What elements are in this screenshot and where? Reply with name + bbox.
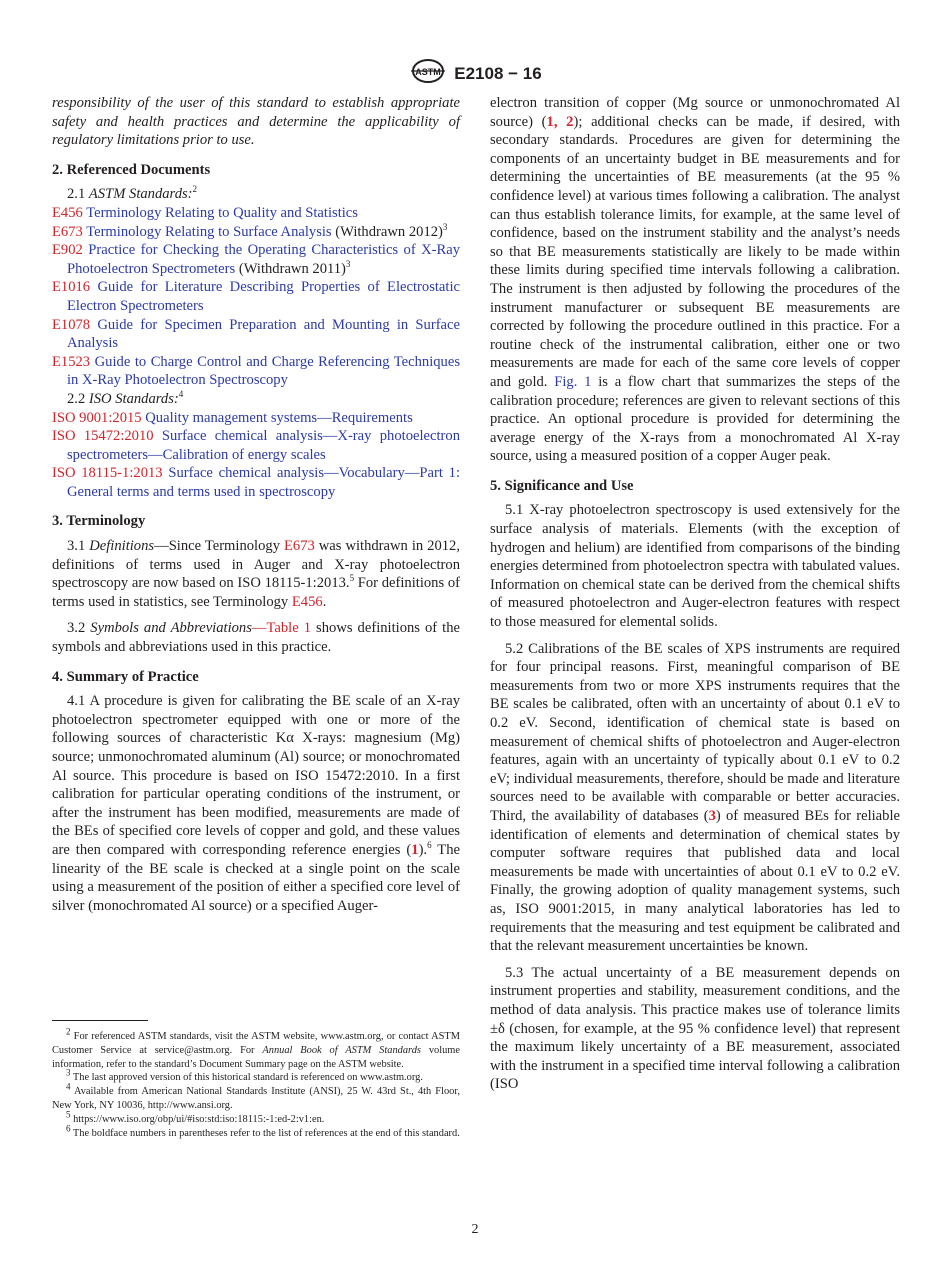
astm-reference-item: E673 Terminology Relating to Surface Analysis (Withdrawn 2012)$^3$ [52, 221, 448, 240]
svg-text:ASTM: ASTM [415, 67, 442, 77]
ref-link-1[interactable]: 1 [411, 841, 419, 858]
paragraph-5-1: 5.1 X-ray photoelectron spectroscopy is used extensively for the surface analysis of materials. Elements (with the exception of hydrogen and helium) are identified from comparisons of the binding energies determined from photoelectron spectra with tabulated values. Information on chemical state can be derived from the chemical shifts of measured photoelectron and Auger-electron features with respect to those measured for elemental solids. [490, 502, 900, 631]
ref-code[interactable]: E673 [52, 223, 83, 240]
paragraph-5-3: 5.3 The actual uncertainty of a BE measurement depends on instrument properties and stability, measurement conditions, and the method of data analysis. This practice makes use of tolerance limits ±δ (chosen, for example, at the 95 % confidence level) that represent the maximum likely uncertainty of a BE measurement, associated with the instrument in a specified time interval following a calibration (ISO [490, 964, 900, 1093]
ref-title[interactable]: Quality management systems—Requirements [145, 409, 413, 426]
iso-standards-heading: 2.2 ISO Standards:$^4$ [67, 389, 184, 407]
footnote: $^5$ https://www.iso.org/obp/ui/#iso:std:iso:18115:-1:ed-2:v1:en. [66, 1109, 325, 1125]
astm-reference-item [52, 204, 460, 223]
page-header [0, 58, 950, 89]
link-e673[interactable]: E673 [283, 538, 315, 555]
ref-code[interactable]: ISO 9001:2015 [52, 409, 142, 426]
page-number: 2 [471, 1222, 479, 1237]
astm-reference-item [52, 316, 460, 353]
paragraph-4-1-continued: electron transition of copper (Mg source or unmonochromated Al source) (1, 2); additional checks can be made, if desired, with secondary standards. Procedures are given for determining the components of an uncertainty budget in BE measurements and for determining the uncertainties of BE measurements (at the 95 % confidence level) at various times following a calibration. The analyst can thus establish tolerance limits, for example, at the same level of confidence, based on the instrument stability and the analyst’s needs so that BE measurements statistically are likely to be made within these limits during specified time intervals following a calibration. The instrument is then adjusted by following the procedures of the instrument manufacturer or subsequent BE measurements are corrected by following the procedure outlined in this practice. For a routine check of the instrumental calibration, either one or two measurements are made for each of the same core levels of copper and gold. Fig. 1 is a flow chart that summarizes the steps of the calibration procedure; references are given to relevant sections of this practice. An optional procedure is provided for determining the average energy of the X-rays from a monochromated Al X-ray source, using a measured position of a copper Auger peak. [490, 95, 900, 465]
left-column [52, 94, 460, 915]
footnote: $^3$ The last approved version of this historical standard is referenced on www.astm.org. [66, 1067, 423, 1084]
ref-title[interactable]: Guide for Specimen Preparation and Mounting in Surface Analysis [67, 316, 460, 352]
intro-paragraph: responsibility of the user of this standard to establish appropriate safety and health practices and determine the applicability of regulatory limitations prior to use. [52, 95, 460, 149]
ref-title[interactable]: Surface chemical analysis—Vocabulary—Part 1: General terms and terms used in spectroscopy [67, 465, 460, 500]
footnote: $^2$ For referenced ASTM standards, visit the ASTM website, www.astm.org, or contact ASTM Customer Service at service@astm.org. For Annual Book of ASTM Standards volume information, refer to the standard’s Document Summary page on the ASTM website. [52, 1026, 461, 1070]
right-column [490, 94, 900, 1094]
paragraph-3-2: 3.2 Symbols and Abbreviations—Table 1 shows definitions of the symbols and abbreviations used in this practice. [52, 620, 461, 656]
iso-reference-list [52, 409, 460, 502]
paragraph-5-2: 5.2 Calibrations of the BE scales of XPS instruments are required for four principal reasons. First, meaningful comparison of BE measurements from two or more XPS instruments requires that the BE scales be calibrated, often with an uncertainty of about 0.1 eV to 0.2 eV. Second, identification of chemical state is based on measurement of chemical shifts of photoelectron and Auger-electron features, again with an uncertainty of typically about 0.1 eV to 0.2 eV; individual measurements, therefore, should be made and literature sources need to be available with comparable or better accuracies. Third, the availability of databases (3) of measured BEs for reliable identification of elements and determination of chemical states by computer software requires that published data and local measurements be made with uncertainties of about 0.1 eV to 0.2 eV. Finally, the growing adoption of quality management systems, such as, ISO 9001:2015, in many analytical laboratories has led to requirements that the measuring and test equipment be calibrated and that the relevant measurement uncertainties be known. [490, 640, 900, 955]
footnote: $^4$ Available from American National Standards Institute (ANSI), 25 W. 43rd St., 4th Floor, New York, NY 10036, http://www.ansi.org. [52, 1081, 460, 1111]
link-table-1[interactable]: Table 1 [266, 620, 312, 637]
astm-reference-list [52, 204, 460, 390]
link-fig-1[interactable]: Fig. 1 [554, 373, 592, 390]
footnote-rule [52, 1020, 148, 1021]
ref-title[interactable]: Terminology Relating to Quality and Statistics [86, 204, 358, 221]
astm-standards-heading: 2.1 ASTM Standards:$^2$ [67, 184, 198, 203]
ref-code[interactable]: E1523 [52, 353, 91, 370]
ref-code[interactable]: E1016 [52, 279, 91, 296]
ref-code[interactable]: E902 [52, 242, 83, 259]
astm-logo-icon [408, 58, 448, 89]
footnote: $^6$ The boldface numbers in parentheses refer to the list of references at the end of this standard. [66, 1123, 460, 1139]
astm-reference-item [52, 353, 460, 390]
ref-code[interactable]: ISO 18115-1:2013 [52, 465, 163, 482]
iso-reference-item [52, 427, 460, 464]
astm-reference-item [52, 278, 460, 315]
section-3-title: 3. Terminology [52, 513, 146, 530]
ref-title[interactable]: Guide to Charge Control and Charge Referencing Techniques in X-Ray Photoelectron Spectroscopy [67, 353, 460, 389]
ref-code[interactable]: E1078 [52, 316, 91, 333]
footnotes [52, 1026, 461, 1140]
ref-link-3[interactable]: 3 [708, 807, 716, 824]
section-5-title: 5. Significance and Use [490, 477, 634, 494]
ref-title[interactable]: Practice for Checking the Operating Characteristics of X-Ray Photoelectron Spectrometers [67, 242, 460, 277]
ref-code[interactable]: E456 [52, 204, 83, 221]
section-2-title: 2. Referenced Documents [52, 161, 211, 178]
iso-reference-item [52, 409, 460, 428]
link-e456[interactable]: E456 [291, 593, 323, 610]
standard-designation: E2108 − 16 [454, 63, 542, 83]
ref-code[interactable]: ISO 15472:2010 [52, 428, 154, 445]
paragraph-4-1: 4.1 A procedure is given for calibrating the BE scale of an X-ray photoelectron spectrometer equipped with one or more of the following sources of characteristic Kα X-rays: magnesium (Mg) source; unmonochromated aluminum (Al) source; or monochromated Al source. This procedure is based on ISO 15472:2010. In a first calibration for particular operating conditions of the instrument, or after the instrument has been modified, measurements are made of the BEs of specified core levels of copper and gold, and these values are then compared with corresponding reference energies (1).$^6$ The linearity of the BE scale is checked at a single point on the scale using a measurement of the position of either a specified core level of silver (monochromated Al source) or a specified Auger- [52, 693, 460, 914]
section-4-title: 4. Summary of Practice [52, 668, 199, 685]
ref-title[interactable]: Surface chemical analysis—X-ray photoelectron spectrometers—Calibration of energy scales [67, 428, 460, 463]
ref-title[interactable]: Guide for Literature Describing Properties of Electrostatic Electron Spectrometers [67, 279, 460, 314]
astm-reference-item: E902 Practice for Checking the Operating Characteristics of X-Ray Photoelectron Spectrometers (Withdrawn 2011)$^3$ [52, 242, 460, 277]
iso-reference-item [52, 464, 460, 501]
ref-title[interactable]: Terminology Relating to Surface Analysis [86, 223, 332, 240]
paragraph-3-1: 3.1 Definitions—Since Terminology E673 was withdrawn in 2012, definitions of terms used in Auger and X-ray photoelectron spectroscopy are now based on ISO 18115-1:2013.$^5$ For definitions of terms used in statistics, see Terminology E456. [52, 538, 460, 610]
ref-link-1-2[interactable]: 1, 2 [546, 113, 574, 130]
